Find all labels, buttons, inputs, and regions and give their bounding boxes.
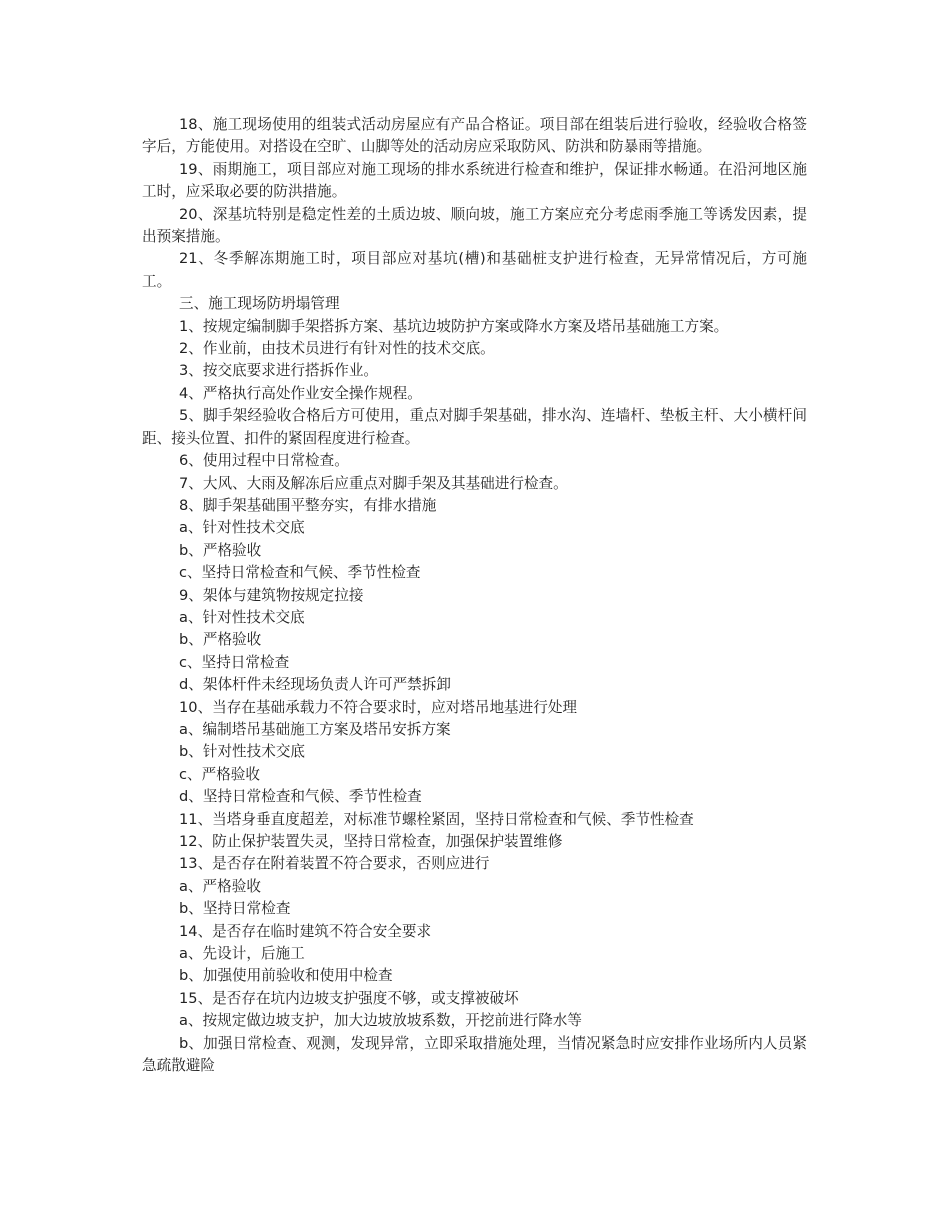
paragraph: 15、是否存在坑内边坡支护强度不够，或支撑被破坏 [179, 989, 519, 1007]
paragraph: 21、冬季解冻期施工时，项目部应对基坑(槽)和基础桩支护进行检查，无异常情况后，方可施工。 [142, 250, 807, 290]
list-item: a、编制塔吊基础施工方案及塔吊安拆方案 [179, 720, 451, 738]
list-item: a、针对性技术交底 [179, 608, 305, 626]
paragraph: 8、脚手架基础围平整夯实，有排水措施 [179, 496, 437, 514]
list-item: b、坚持日常检查 [179, 900, 291, 918]
paragraph: 14、是否存在临时建筑不符合安全要求 [179, 922, 432, 940]
list-item: c、严格验收 [179, 765, 260, 783]
paragraph: 12、防止保护装置失灵，坚持日常检查，加强保护装置维修 [179, 833, 563, 850]
paragraph: 19、雨期施工，项目部应对施工现场的排水系统进行检查和维护，保证排水畅通。在沿河地区施工时，应采取必要的防洪措施。 [142, 160, 807, 201]
list-item: c、坚持日常检查 [179, 653, 290, 671]
paragraph: 6、使用过程中日常检查。 [179, 452, 349, 470]
list-item: d、坚持日常检查和气候、季节性检查 [179, 788, 422, 806]
paragraph: 2、作业前，由技术员进行有针对性的技术交底。 [179, 340, 495, 358]
list-item: b、加强日常检查、观测，发现异常，立即采取措施处理，当情况紧急时应安排作业场所内人员紧急疏散避险 [142, 1034, 807, 1075]
paragraph: 4、严格执行高处作业安全操作规程。 [179, 384, 422, 402]
paragraph: 1、按规定编制脚手架搭拆方案、基坑边坡防护方案或降水方案及塔吊基础施工方案。 [179, 317, 729, 335]
list-item: a、严格验收 [179, 877, 261, 895]
list-item: b、严格验收 [179, 541, 262, 559]
list-item: a、先设计，后施工 [179, 945, 305, 963]
list-item: d、架体杆件未经现场负责人许可严禁拆卸 [179, 676, 451, 694]
paragraph: 9、架体与建筑物按规定拉接 [179, 586, 364, 604]
list-item: b、加强使用前验收和使用中检查 [179, 967, 393, 985]
list-item: a、针对性技术交底 [179, 519, 305, 537]
paragraph: 5、脚手架经验收合格后方可使用，重点对脚手架基础，排水沟、连墙杆、垫板主杆、大小横杆间距、接头位置、扣件的紧固程度进行检查。 [142, 407, 807, 447]
list-item: b、针对性技术交底 [179, 743, 306, 761]
paragraph: 18、施工现场使用的组装式活动房屋应有产品合格证。项目部在组装后进行验收，经验收合格签字后，方能使用。对搭设在空旷、山脚等处的活动房应采取防风、防洪和防暴雨等措施。 [142, 116, 807, 156]
list-item: b、严格验收 [179, 631, 262, 649]
paragraph: 7、大风、大雨及解冻后应重点对脚手架及其基础进行检查。 [179, 474, 568, 492]
list-item: a、按规定做边坡支护，加大边坡放坡系数，开挖前进行降水等 [179, 1012, 582, 1030]
document-body [142, 114, 807, 1077]
paragraph: 3、按交底要求进行搭拆作业。 [179, 362, 379, 380]
paragraph: 10、当存在基础承载力不符合要求时，应对塔吊地基进行处理 [179, 698, 578, 716]
paragraph: 11、当塔身垂直度超差，对标准节螺栓紧固，坚持日常检查和气候、季节性检查 [179, 810, 694, 828]
paragraph: 13、是否存在附着装置不符合要求，否则应进行 [179, 855, 490, 873]
section-heading: 三、施工现场防坍塌管理 [179, 295, 340, 313]
paragraph: 20、深基坑特别是稳定性差的土质边坡、顺向坡，施工方案应充分考虑雨季施工等诱发因素，提出预案措施。 [142, 205, 807, 246]
list-item: c、坚持日常检查和气候、季节性检查 [179, 564, 421, 582]
